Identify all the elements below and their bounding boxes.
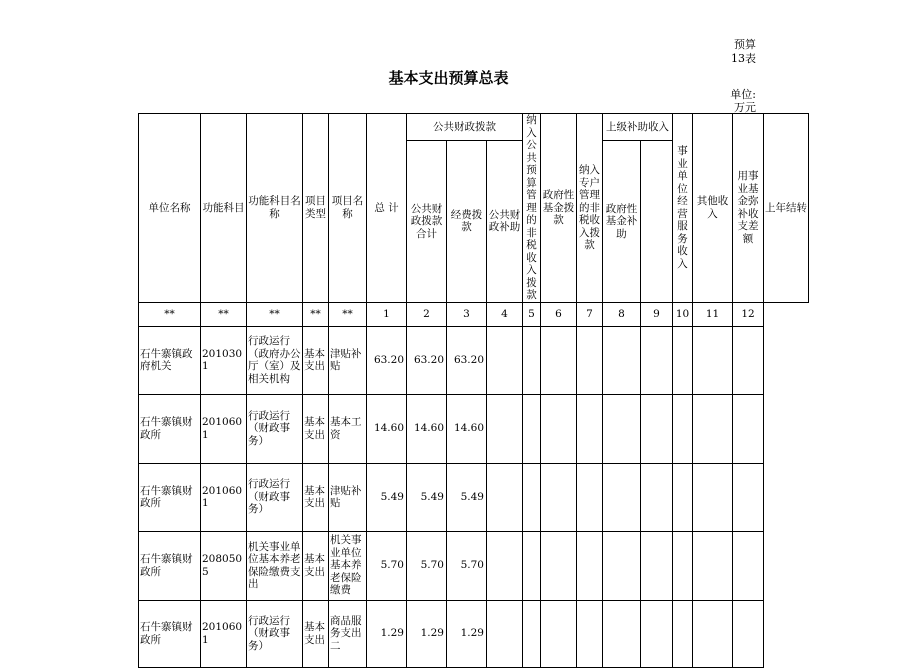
cell-total: 5.49 [367,463,407,531]
cell-empty [733,326,764,394]
index-cell: 10 [673,302,693,326]
cell-code: 2010601 [201,463,247,531]
cell-total: 5.70 [367,531,407,600]
table-row [139,463,809,531]
header-public-fiscal: 公共财政拨款 [407,114,523,141]
cell-empty [523,394,541,463]
header-item-name: 项目名称 [329,114,367,303]
cell-empty [487,326,523,394]
page-number [726,38,756,66]
unit-line1: 单位: [730,88,756,101]
cell-empty [673,463,693,531]
unit-line2: 万元 [734,101,756,114]
cell-func: 行政运行（财政事务） [247,600,303,667]
index-cell: 11 [693,302,733,326]
cell-pf-total: 1.29 [407,600,447,667]
cell-funding: 5.70 [447,531,487,600]
header-gov-fund: 政府性基金拨款 [541,114,577,303]
header-fund-balance: 用事业基金弥补收支差额 [733,114,764,303]
cell-empty [523,463,541,531]
header-last-year: 上年结转 [764,114,809,303]
cell-empty [603,463,641,531]
cell-unit: 石牛寨镇财政所 [139,531,201,600]
cell-empty [603,394,641,463]
index-cell: 1 [367,302,407,326]
index-cell: 6 [541,302,577,326]
cell-empty [487,531,523,600]
cell-empty [487,463,523,531]
cell-code: 2010601 [201,394,247,463]
unit-label [716,88,756,114]
cell-empty [641,326,673,394]
index-cell: 4 [487,302,523,326]
cell-item: 津贴补贴 [329,326,367,394]
cell-empty [523,326,541,394]
index-cell: ** [139,302,201,326]
cell-empty [733,531,764,600]
cell-total: 1.29 [367,600,407,667]
table-row [139,531,809,600]
cell-item: 商品服务支出二 [329,600,367,667]
cell-empty [603,531,641,600]
header-unit-name: 单位名称 [139,114,201,303]
header-func-name: 功能科目名称 [247,114,303,303]
cell-empty [733,394,764,463]
cell-unit: 石牛寨镇财政所 [139,463,201,531]
cell-pf-total: 5.70 [407,531,447,600]
cell-type: 基本支出 [303,463,329,531]
cell-empty [541,531,577,600]
cell-empty [577,531,603,600]
index-cell: 12 [733,302,764,326]
cell-func: 机关事业单位基本养老保险缴费支出 [247,531,303,600]
table-row [139,394,809,463]
header-funding: 经费拨款 [447,141,487,303]
cell-empty [577,394,603,463]
cell-empty [693,531,733,600]
cell-pf-total: 63.20 [407,326,447,394]
page-number-line2: 13表 [731,52,756,65]
table-row [139,326,809,394]
header-special-nontax: 纳入专户管理的非税收入拨款 [577,114,603,303]
cell-empty [603,326,641,394]
cell-empty [673,531,693,600]
cell-empty [641,394,673,463]
cell-func: 行政运行（政府办公厅（室）及相关机构 [247,326,303,394]
index-cell: 8 [603,302,641,326]
header-other-income: 其他收入 [693,114,733,303]
cell-item: 津贴补贴 [329,463,367,531]
cell-empty [673,394,693,463]
cell-pf-total: 14.60 [407,394,447,463]
header-public-fiscal-subsidy: 公共财政补助 [487,141,523,303]
cell-empty [641,531,673,600]
page-title: 基本支出预算总表 [388,69,509,87]
cell-empty [733,463,764,531]
cell-empty [577,463,603,531]
cell-code: 2010301 [201,326,247,394]
index-cell: ** [247,302,303,326]
index-cell: 7 [577,302,603,326]
header-gov-fund-subsidy: 政府性基金补助 [603,141,641,303]
cell-unit: 石牛寨镇政府机关 [139,326,201,394]
cell-pf-total: 5.49 [407,463,447,531]
page-number-line1: 预算 [734,38,756,51]
cell-func: 行政运行（财政事务） [247,463,303,531]
cell-unit: 石牛寨镇财政所 [139,394,201,463]
cell-type: 基本支出 [303,394,329,463]
cell-empty [523,531,541,600]
cell-empty [693,326,733,394]
cell-type: 基本支出 [303,600,329,667]
cell-type: 基本支出 [303,531,329,600]
header-public-fiscal-total: 公共财政拨款合计 [407,141,447,303]
cell-empty [541,326,577,394]
header-func-code: 功能科目 [201,114,247,303]
index-cell: 5 [523,302,541,326]
cell-funding: 5.49 [447,463,487,531]
cell-type: 基本支出 [303,326,329,394]
cell-empty [541,463,577,531]
header-nontax-public: 纳入公共预算管理的非税收入拨款 [523,114,541,303]
index-row [139,302,809,326]
budget-table [138,113,809,668]
cell-unit: 石牛寨镇财政所 [139,600,201,667]
header-row-1 [139,114,809,141]
header-item-type: 项目类型 [303,114,329,303]
index-cell: 9 [641,302,673,326]
cell-empty [641,463,673,531]
cell-code: 2080505 [201,531,247,600]
index-cell: 2 [407,302,447,326]
cell-empty [541,394,577,463]
cell-total: 14.60 [367,394,407,463]
index-cell: ** [201,302,247,326]
cell-empty [693,463,733,531]
cell-funding: 63.20 [447,326,487,394]
cell-item: 机关事业单位基本养老保险缴费 [329,531,367,600]
cell-empty [487,394,523,463]
cell-code: 2010601 [201,600,247,667]
header-total: 总 计 [367,114,407,303]
cell-item: 基本工资 [329,394,367,463]
cell-empty [673,326,693,394]
index-cell: 3 [447,302,487,326]
cell-empty [693,394,733,463]
index-cell: ** [329,302,367,326]
cell-empty [577,326,603,394]
cell-func: 行政运行（财政事务） [247,394,303,463]
cell-total: 63.20 [367,326,407,394]
cell-funding: 1.29 [447,600,487,667]
header-upper-subsidy: 上级补助收入 [603,114,673,141]
header-business-income: 事业单位经营服务收入 [673,114,693,303]
index-cell: ** [303,302,329,326]
cell-funding: 14.60 [447,394,487,463]
